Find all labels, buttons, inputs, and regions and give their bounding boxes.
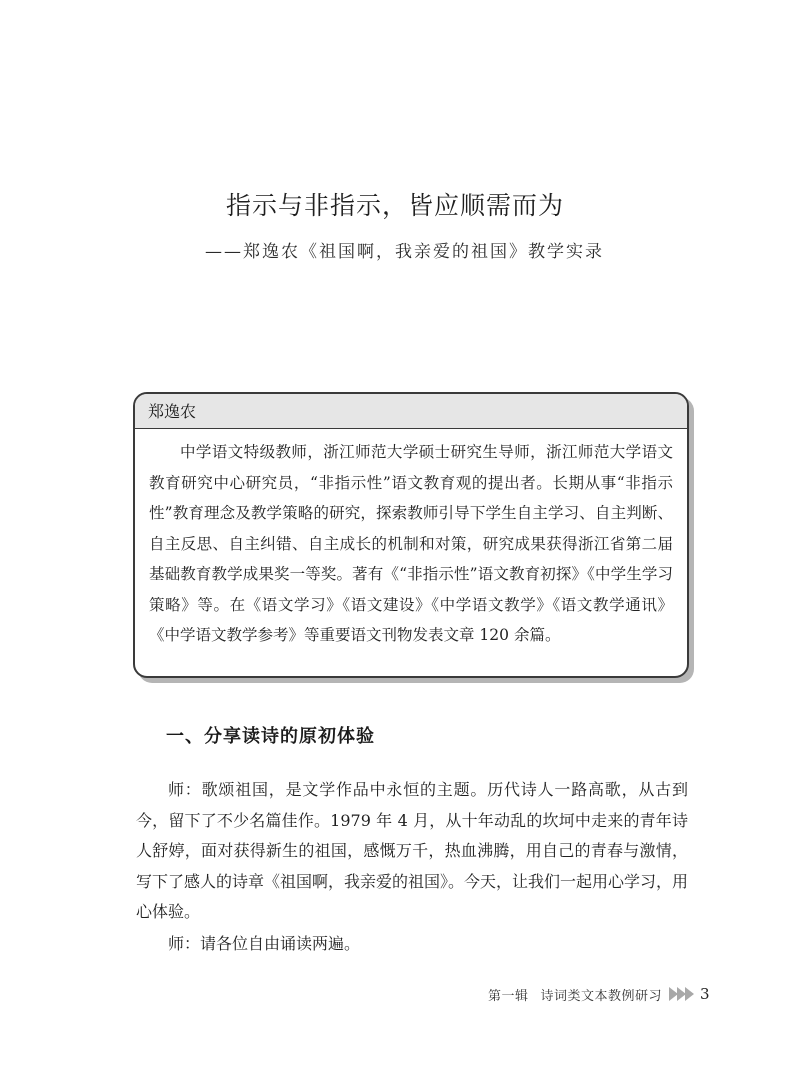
author-name: 郑逸农 [135, 394, 687, 429]
article-subtitle: ——郑逸农《祖国啊，我亲爱的祖国》教学实录 [205, 242, 604, 262]
section-heading: 一、分享读诗的原初体验 [166, 726, 375, 747]
body-paragraph: 师：歌颂祖国，是文学作品中永恒的主题。历代诗人一路高歌，从古到今，留下了不少名篇佳作。1979 年 4 月，从十年动乱的坎坷中走来的青年诗人舒婷，面对获得新生的祖国，感慨万千，热血沸腾，用自己的青春与激情，写下了感人的诗章《祖国啊，我亲爱的祖国》。今天，让我们一起用心学习，用心体验。 [136, 780, 689, 921]
footer-chapter: 诗词类文本教例研习 [540, 988, 663, 1004]
page-number: 3 [700, 985, 710, 1003]
article-title: 指示与非指示，皆应顺需而为 [225, 191, 564, 220]
footer-series: 第一辑 [488, 988, 529, 1004]
page-footer [488, 984, 710, 1004]
author-bio-box [133, 392, 689, 678]
author-bio-text: 中学语文特级教师，浙江师范大学硕士研究生导师，浙江师范大学语文教育研究中心研究员，“非指示性”语文教育观的提出者。长期从事“非指示性”教育理念及教学策略的研究，探索教师引导下学生自主学习、自主判断、自主反思、自主纠错、自主成长的机制和对策，研究成果获得浙江省第二届基础教育教学成果奖一等奖。著有《“非指示性”语文教育初探》《中学生学习策略》等。在《语文学习》《语文建设》《中学语文教学》《语文教学通讯》《中学语文教学参考》等重要语文刊物发表文章 120 余篇。 [149, 443, 673, 644]
triple-chevron-right-icon [670, 987, 694, 1001]
body-paragraph: 师：请各位自由诵读两遍。 [168, 934, 361, 953]
